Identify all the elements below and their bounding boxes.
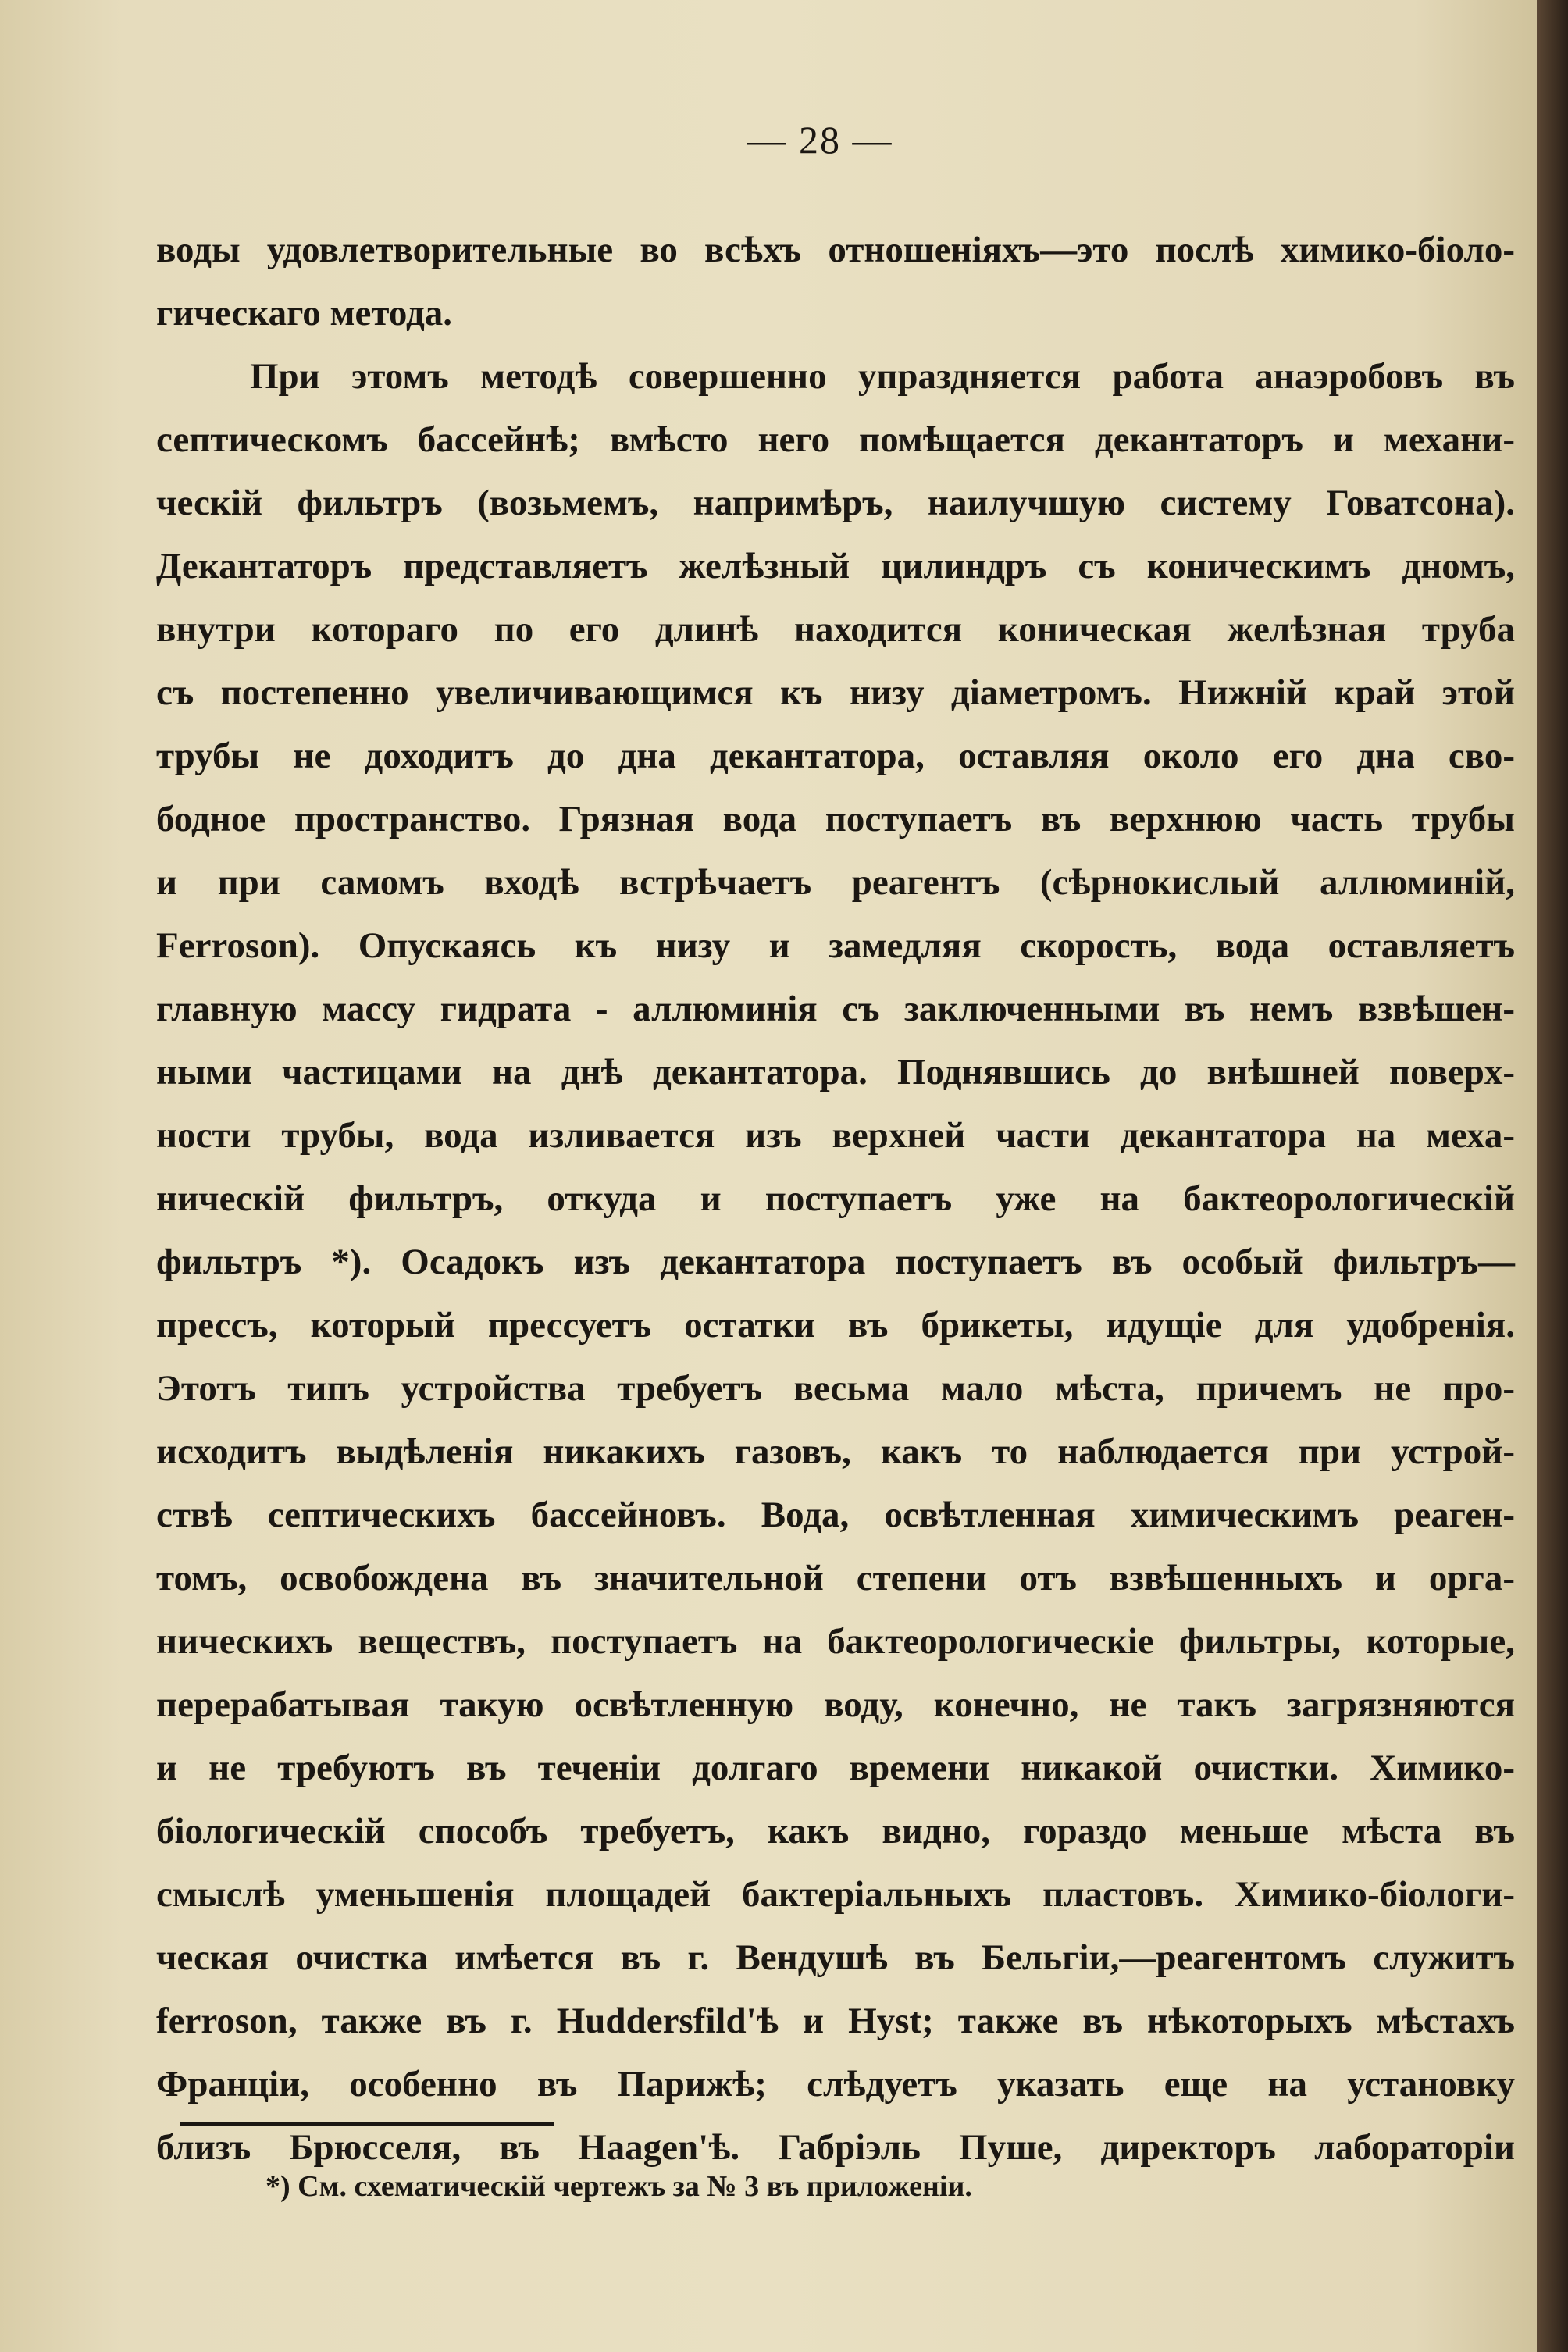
text-line: септическомъ бассейнѣ; вмѣсто него помѣщается декантаторъ и механи-: [156, 419, 1515, 460]
text-line: фильтръ *). Осадокъ изъ декантатора поступаетъ въ особый фильтръ—: [156, 1242, 1515, 1282]
text-line: и при самомъ входѣ встрѣчаетъ реагентъ (сѣрнокислый аллюминій,: [156, 862, 1515, 903]
text-line: ческій фильтръ (возьмемъ, напримѣръ, наилучшую систему Говатсона).: [156, 483, 1515, 523]
body-text: [156, 219, 1515, 2179]
text-line: близъ Брюсселя, въ Haagen'ѣ. Габріэль Пуше, директоръ лабораторіи: [156, 2127, 1515, 2168]
text-line: ческая очистка имѣется въ г. Вендушѣ въ Бельгіи,—реагентомъ служитъ: [156, 1937, 1515, 1978]
text-line: внутри котораго по его длинѣ находится коническая желѣзная труба: [156, 609, 1515, 650]
text-line: томъ, освобождена въ значительной степени отъ взвѣшенныхъ и орга-: [156, 1558, 1515, 1598]
text-line: Этотъ типъ устройства требуетъ весьма мало мѣста, причемъ не про-: [156, 1368, 1515, 1409]
text-line: главную массу гидрата - аллюминія съ заключенными въ немъ взвѣшен-: [156, 989, 1515, 1029]
text-line: При этомъ методѣ совершенно упраздняется работа анаэробовъ въ: [250, 356, 1515, 397]
text-line: перерабатывая такую освѣтленную воду, конечно, не такъ загрязняются: [156, 1684, 1515, 1725]
text-line: ности трубы, вода изливается изъ верхней части декантатора на меха-: [156, 1115, 1515, 1156]
page-number: — 28 —: [747, 118, 893, 162]
text-line: гическаго метода.: [156, 293, 453, 333]
text-line: ными частицами на днѣ декантатора. Поднявшись до внѣшней поверх-: [156, 1052, 1515, 1092]
text-line: смыслѣ уменьшенія площадей бактеріальныхъ пластовъ. Химико-біологи-: [156, 1874, 1515, 1915]
text-line: Франціи, особенно въ Парижѣ; слѣдуетъ указать еще на установку: [156, 2064, 1515, 2104]
footnote-divider: [180, 2122, 554, 2126]
text-line: ствѣ септическихъ бассейновъ. Вода, освѣтленная химическимъ реаген-: [156, 1495, 1515, 1535]
text-line: прессъ, который прессуетъ остатки въ брикеты, идущіе для удобренія.: [156, 1305, 1515, 1345]
text-line: воды удовлетворительные во всѣхъ отношеніяхъ—это послѣ химико-біоло-: [156, 230, 1515, 270]
text-line: Декантаторъ представляетъ желѣзный цилиндръ съ коническимъ дномъ,: [156, 546, 1515, 586]
text-line: Ferroson). Опускаясь къ низу и замедляя скорость, вода оставляетъ: [156, 925, 1515, 966]
text-line: бодное пространство. Грязная вода поступаетъ въ верхнюю часть трубы: [156, 799, 1515, 839]
text-line: трубы не доходитъ до дна декантатора, оставляя около его дна сво-: [156, 736, 1515, 776]
text-line: ническихъ веществъ, поступаетъ на бактеорологическіе фильтры, которые,: [156, 1621, 1515, 1662]
footnote: *) См. схематическій чертежъ за № 3 въ приложеніи.: [265, 2170, 972, 2203]
text-line: съ постепенно увеличивающимся къ низу діаметромъ. Нижній край этой: [156, 672, 1515, 713]
text-line: и не требуютъ въ теченіи долгаго времени никакой очистки. Химико-: [156, 1748, 1515, 1788]
text-line: ническій фильтръ, откуда и поступаетъ уже на бактеорологическій: [156, 1178, 1515, 1219]
text-line: исходитъ выдѣленія никакихъ газовъ, какъ то наблюдается при устрой-: [156, 1431, 1515, 1472]
text-line: ferroson, также въ г. Huddersfild'ѣ и Hyst; также въ нѣкоторыхъ мѣстахъ: [156, 2001, 1515, 2041]
book-spine-edge: [1537, 0, 1568, 2352]
text-line: біологическій способъ требуетъ, какъ видно, гораздо меньше мѣста въ: [156, 1811, 1515, 1851]
